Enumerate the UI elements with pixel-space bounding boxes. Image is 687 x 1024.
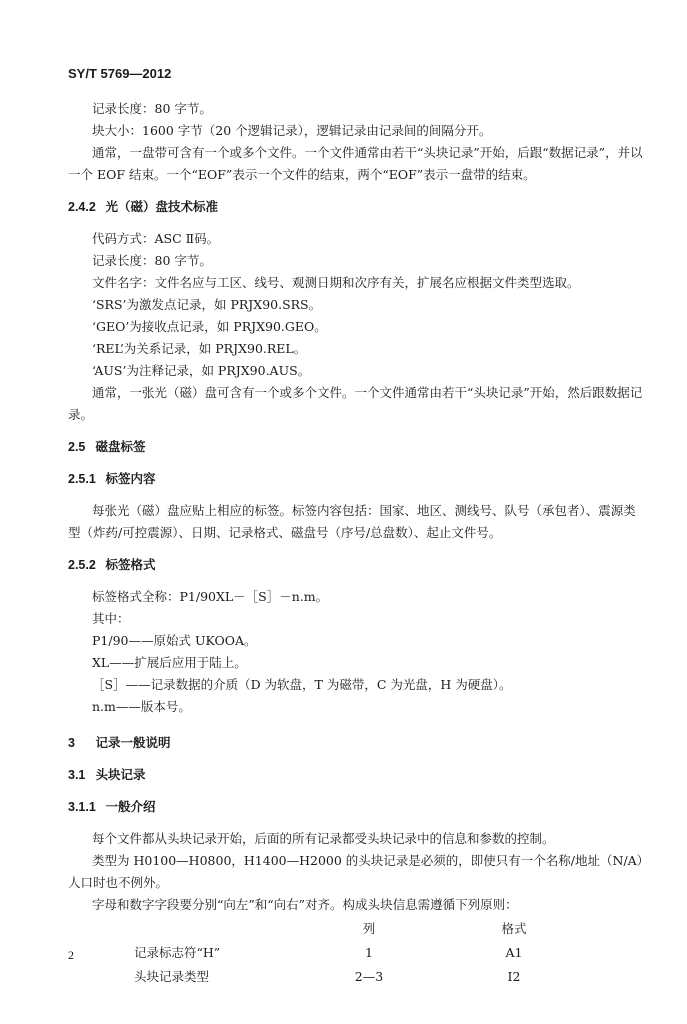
paragraph: ‘AUS’为注释记录，如 PRJX90.AUS。 [92,363,311,378]
page-content [68,98,648,988]
paragraph: ［S］——记录数据的介质（D 为软盘，T 为磁带，C 为光盘，H 为硬盘）。 [92,677,512,692]
section-heading-2-5-1 [68,468,648,490]
paragraph: 每个文件都从头块记录开始，后面的所有记录都受头块记录中的信息和参数的控制。 [92,831,555,846]
table-cell: I2 [507,968,521,984]
paragraph: 代码方式：ASC Ⅱ码。 [92,231,220,246]
paragraph: ‘SRS’为激发点记录，如 PRJX90.SRS。 [92,297,322,312]
section-title: 标签内容 [105,472,156,486]
standard-code: SY/T 5769—2012 [68,66,172,81]
table-cell: 记录标志符“H” [134,945,221,960]
paragraph: 通常，一张光（磁）盘可含有一个或多个文件。一个文件通常由若干“头块记录”开始，然后跟数据记录。 [68,385,643,422]
section-title: 记录一般说明 [95,736,171,750]
section-heading-3 [68,732,648,754]
section-number: 3.1.1 [68,800,96,814]
paragraph: 其中： [92,611,130,626]
section-number: 2.5 [68,440,86,454]
table-header-cell: 列 [362,921,376,936]
table-header-cell: 格式 [501,921,527,936]
section-number: 2.5.2 [68,558,96,572]
section-number: 2.4.2 [68,200,96,214]
paragraph: 每张光（磁）盘应贴上相应的标签。标签内容包括：国家、地区、测线号、队号（承包者）、震源类型（炸药/可控震源）、日期、记录格式、磁盘号（序号/总盘数）、起止文件号。 [68,503,636,540]
table-cell: 2—3 [354,968,384,984]
paragraph: XL——扩展后应用于陆上。 [92,655,247,670]
section-heading-2-5 [68,436,648,458]
page-number: 2 [68,948,74,962]
section-title: 标签格式 [105,558,156,572]
section-number: 2.5.1 [68,472,96,486]
section-heading-2-4-2 [68,196,648,218]
paragraph: n.m——版本号。 [92,699,191,714]
paragraph: ‘GEO’为接收点记录，如 PRJX90.GEO。 [92,319,327,334]
paragraph: 通常，一盘带可含有一个或多个文件。一个文件通常由若干“头块记录”开始，后跟“数据记录”，并以一个 EOF 结束。一个“EOF”表示一个文件的结束，两个“EOF”表示一盘带的结束。 [68,145,643,182]
section-title: 头块记录 [95,768,146,782]
section-number: 3 [68,736,75,750]
paragraph: P1/90——原始式 UKOOA。 [92,633,257,648]
paragraph: 记录长度：80 字节。 [92,253,212,268]
table-cell: A1 [505,944,523,960]
paragraph: 文件名字：文件名应与工区、线号、观测日期和次序有关，扩展名应根据文件类型选取。 [92,275,580,290]
table-row [134,940,604,964]
paragraph: 字母和数字字段要分别“向左”和“向右”对齐。构成头块信息需遵循下列原则： [92,897,518,912]
section-heading-3-1 [68,764,648,786]
section-number: 3.1 [68,768,86,782]
table-header-cell [134,916,314,940]
section-heading-2-5-2 [68,554,648,576]
section-title: 光（磁）盘技术标准 [105,200,218,214]
table-cell: 1 [365,944,373,960]
format-table [134,916,604,988]
table-cell: 头块记录类型 [134,969,210,984]
table-header-row [134,916,604,940]
section-title: 一般介绍 [105,800,156,814]
paragraph: 块大小：1600 字节（20 个逻辑记录），逻辑记录由记录间的间隔分开。 [92,123,492,138]
section-title: 磁盘标签 [95,440,146,454]
paragraph: 记录长度：80 字节。 [92,101,212,116]
table-row [134,964,604,988]
paragraph: ‘REL’为关系记录，如 PRJX90.REL。 [92,341,307,356]
section-heading-3-1-1 [68,796,648,818]
paragraph: 标签格式全称：P1/90XL－［S］－n.m。 [92,589,329,604]
paragraph: 类型为 H0100—H0800，H1400—H2000 的头块记录是必须的，即使只有一个名称/地址（N/A）人口时也不例外。 [68,853,643,890]
